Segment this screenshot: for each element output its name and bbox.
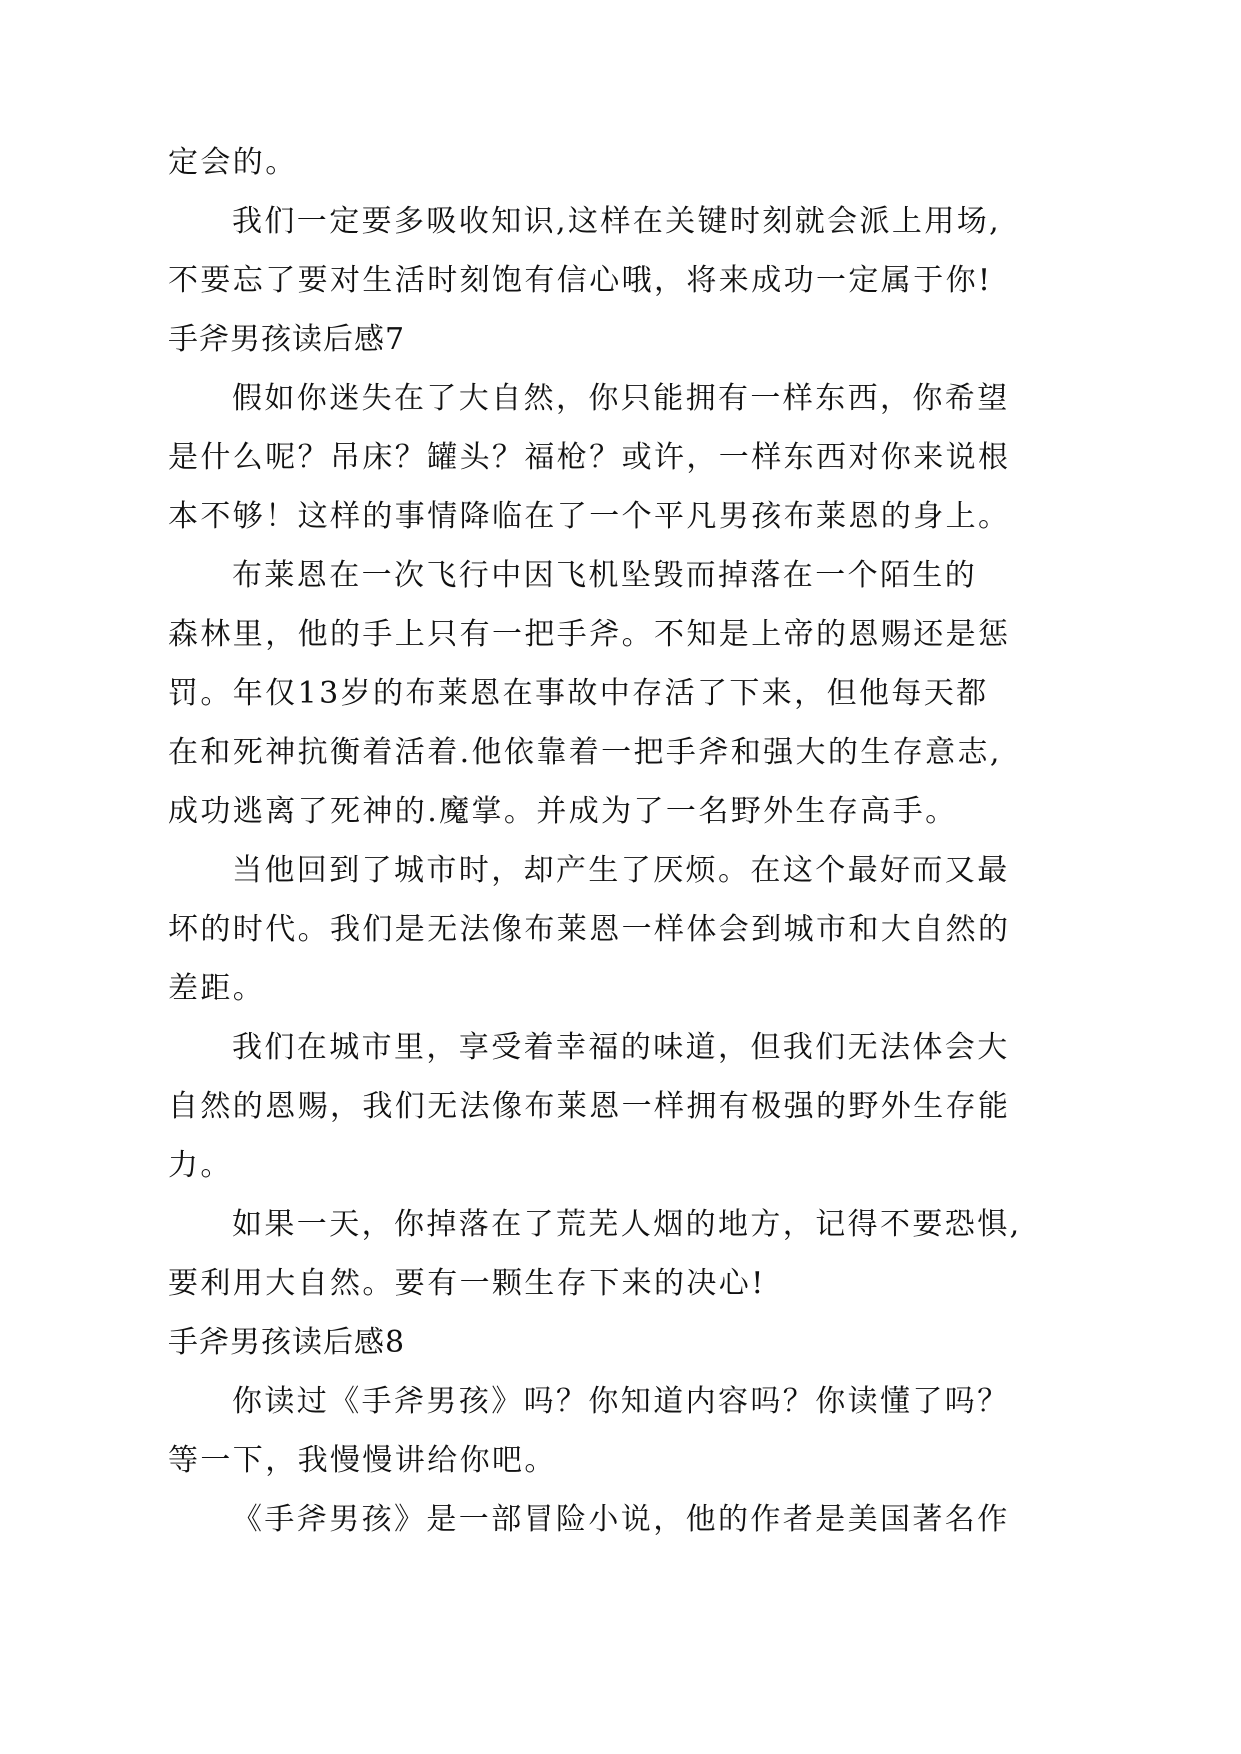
text-line: 是什么呢？吊床？罐头？福枪？或许，一样东西对你来说根 [168,440,1011,475]
text-line: 在和死神抗衡着活着.他依靠着一把手斧和强大的生存意志, [168,735,1002,770]
text-line: 自然的恩赐，我们无法像布莱恩一样拥有极强的野外生存能 [168,1089,1011,1124]
text-line: 成功逃离了死神的.魔掌。并成为了一名野外生存高手。 [168,794,958,829]
text-line: 定会的。 [168,145,298,180]
text-line: 力。 [168,1148,233,1183]
text-line: 本不够！这样的事情降临在了一个平凡男孩布莱恩的身上。 [168,499,1011,534]
text-line: 等一下，我慢慢讲给你吧。 [168,1443,557,1478]
text-line: 要利用大自然。要有一颗生存下来的决心! [168,1266,766,1301]
text-line: 我们在城市里，享受着幸福的味道，但我们无法体会大 [232,1030,1010,1065]
text-line: 我们一定要多吸收知识,这样在关键时刻就会派上用场, [232,204,1002,239]
text-line: 如果一天，你掉落在了荒芜人烟的地方，记得不要恐惧, [232,1207,1022,1242]
text-line: 不要忘了要对生活时刻饱有信心哦，将来成功一定属于你! [168,263,993,298]
document-body [168,133,1022,1549]
text-line: 你读过《手斧男孩》吗？你知道内容吗？你读懂了吗？ [232,1384,1010,1419]
text-line: 罚。年仅13岁的布莱恩在事故中存活了下来，但他每天都 [168,676,989,711]
text-line: 《手斧男孩》是一部冒险小说，他的作者是美国著名作 [232,1502,1010,1537]
text-line: 当他回到了城市时，却产生了厌烦。在这个最好而又最 [232,853,1010,888]
section-heading: 手斧男孩读后感7 [168,322,406,357]
section-heading: 手斧男孩读后感8 [168,1325,406,1360]
text-line: 假如你迷失在了大自然，你只能拥有一样东西，你希望 [232,381,1010,416]
text-line: 差距。 [168,971,266,1006]
text-line: 布莱恩在一次飞行中因飞机坠毁而掉落在一个陌生的 [232,558,978,593]
text-line: 森林里，他的手上只有一把手斧。不知是上帝的恩赐还是惩 [168,617,1011,652]
text-line: 坏的时代。我们是无法像布莱恩一样体会到城市和大自然的 [168,912,1011,947]
